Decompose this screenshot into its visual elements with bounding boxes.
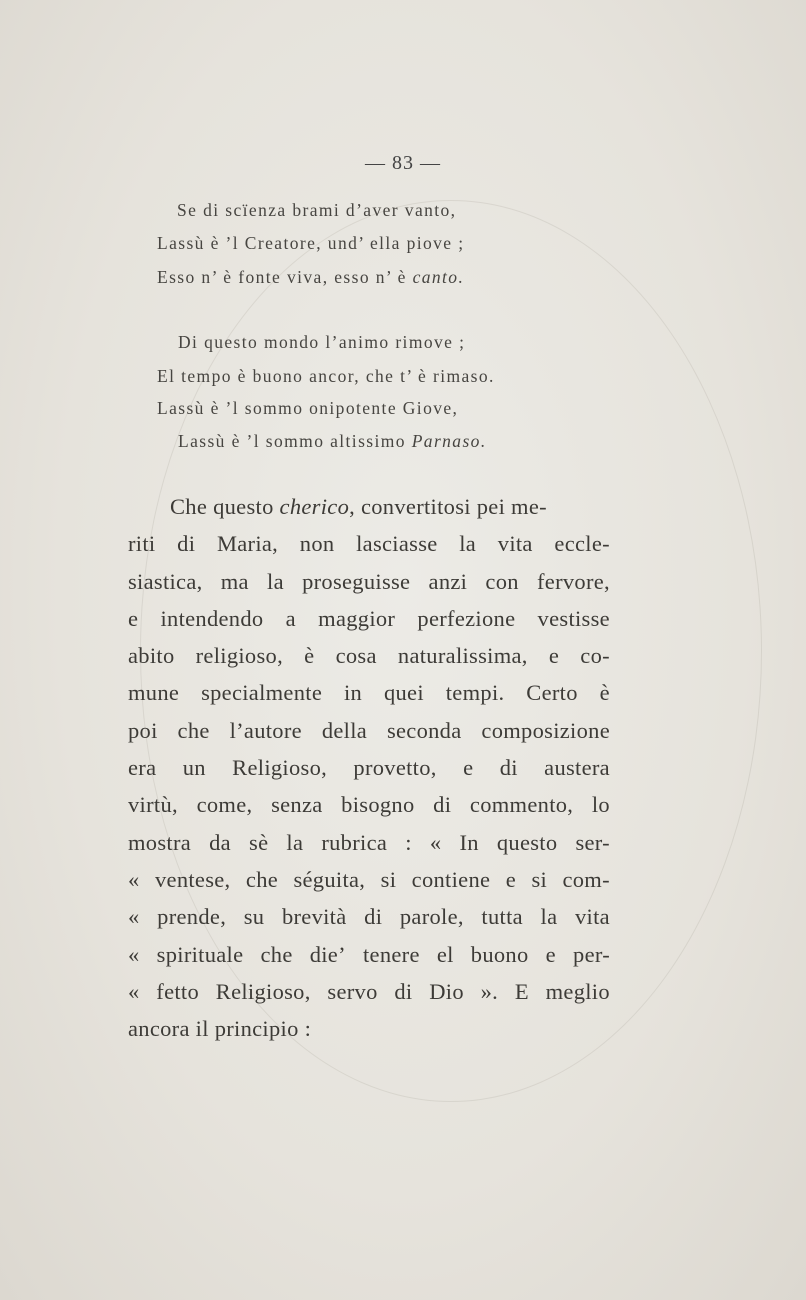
prose-word: bisogno <box>341 792 415 818</box>
prose-word: meglio <box>545 978 610 1004</box>
prose-line <box>128 674 610 711</box>
prose-word: brevità <box>281 904 347 930</box>
prose-word: E <box>514 978 529 1004</box>
prose-word: a <box>285 605 296 631</box>
prose-word: buono <box>470 941 529 967</box>
prose-word: di <box>433 792 452 818</box>
prose-word: eccle- <box>554 531 610 557</box>
prose-word: e <box>505 866 517 892</box>
prose-word: tenere <box>362 941 420 967</box>
prose-word: el <box>436 941 454 967</box>
prose-word: lo <box>591 792 610 818</box>
prose-word: spirituale <box>156 941 244 967</box>
prose-word: ventese, <box>154 866 231 892</box>
prose-line <box>128 936 610 973</box>
prose-word: cosa <box>335 643 377 669</box>
verse-line: Di questo mondo l’animo rimove ; <box>178 332 466 352</box>
verse-line: Lassù è ’l sommo altissimo Parnaso. <box>178 431 487 451</box>
prose-word: di <box>364 904 383 930</box>
prose-word: contiene <box>411 866 491 892</box>
prose-word: commento, <box>469 792 574 818</box>
prose-word: ma <box>220 568 249 594</box>
prose-word: per- <box>573 941 610 967</box>
prose-word: quei <box>383 680 424 706</box>
prose-word: era <box>128 755 157 781</box>
prose-line <box>128 973 610 1010</box>
prose-word: che <box>245 866 279 892</box>
prose-word: séguita, <box>293 866 366 892</box>
verse-line: Esso n’ è fonte viva, esso n’ è canto. <box>157 267 465 287</box>
prose-word: servo <box>327 978 378 1004</box>
prose-word: virtù, <box>128 792 178 818</box>
prose-word: Dio <box>429 978 464 1004</box>
prose-word: che <box>177 717 210 743</box>
prose-word: : <box>405 829 412 855</box>
prose-word: specialmente <box>201 680 323 706</box>
prose-word: « <box>429 829 442 855</box>
prose-word: tutta <box>481 904 523 930</box>
prose-word: della <box>321 717 368 743</box>
prose-word: poi <box>128 717 158 743</box>
prose-word: con <box>485 568 519 594</box>
prose-word: Religioso, <box>232 755 328 781</box>
prose-line <box>128 525 610 562</box>
prose-word: da <box>209 829 231 855</box>
page-number: — 83 — <box>365 152 441 174</box>
prose-word: « <box>128 978 140 1004</box>
prose-word: di <box>499 755 518 781</box>
prose-word: senza <box>271 792 323 818</box>
prose-word: la <box>286 829 304 855</box>
prose-word: mune <box>128 680 180 706</box>
prose-line: Che questo cherico, convertitosi pei me- <box>170 494 547 519</box>
prose-word: la <box>267 568 284 594</box>
prose-word: vita <box>497 531 533 557</box>
prose-line <box>128 600 610 637</box>
prose-word: seconda <box>386 717 462 743</box>
prose-line <box>128 637 610 674</box>
prose-word: non <box>299 531 335 557</box>
prose-word: composizione <box>481 717 610 743</box>
verse-line: Lassù è ’l sommo onipotente Giove, <box>157 398 459 418</box>
prose-word: abito <box>128 643 175 669</box>
prose-word: di <box>394 978 413 1004</box>
prose-word: proseguisse <box>302 568 411 594</box>
prose-word: maggior <box>318 605 396 631</box>
prose-word: riti <box>128 531 156 557</box>
prose-word: si <box>531 866 548 892</box>
verse-line: El tempo è buono ancor, che t’ è rimaso. <box>157 366 495 386</box>
prose-word: die’ <box>309 941 346 967</box>
prose-line <box>128 861 610 898</box>
prose-line <box>128 898 610 935</box>
verse-line: Se di scïenza brami d’aver vanto, <box>177 200 457 220</box>
prose-word: Maria, <box>216 531 279 557</box>
prose-word: e <box>545 941 556 967</box>
prose-word: « <box>128 866 140 892</box>
prose-word: questo <box>496 829 558 855</box>
prose-word: perfezione <box>417 605 516 631</box>
prose-word: fetto <box>156 978 200 1004</box>
prose-paragraph <box>128 488 610 1047</box>
prose-word: siastica, <box>128 568 203 594</box>
prose-word: In <box>459 829 479 855</box>
prose-line <box>128 749 610 786</box>
prose-word: tempi. <box>445 680 505 706</box>
prose-line <box>128 563 610 600</box>
prose-word: intendendo <box>160 605 264 631</box>
prose-word: la <box>459 531 477 557</box>
prose-word: un <box>182 755 206 781</box>
prose-word: ser- <box>575 829 610 855</box>
prose-word: la <box>540 904 558 930</box>
prose-word: lasciasse <box>356 531 438 557</box>
prose-word: vita <box>574 904 610 930</box>
prose-word: « <box>128 904 140 930</box>
prose-word: in <box>343 680 363 706</box>
prose-word: ». <box>480 978 499 1004</box>
prose-word: rubrica <box>321 829 388 855</box>
prose-word: Religioso, <box>215 978 311 1004</box>
prose-word: co- <box>580 643 610 669</box>
prose-word: l’autore <box>229 717 302 743</box>
prose-word: com- <box>562 866 610 892</box>
prose-line <box>128 712 610 749</box>
prose-word: è <box>304 643 315 669</box>
prose-word: è <box>599 680 610 706</box>
prose-line <box>128 824 610 861</box>
prose-word: e <box>128 605 139 631</box>
prose-word: « <box>128 941 140 967</box>
prose-word: anzi <box>428 568 468 594</box>
prose-line: ancora il principio : <box>128 1016 312 1042</box>
prose-line <box>128 786 610 823</box>
prose-word: austera <box>544 755 610 781</box>
verse-line: Lassù è ’l Creatore, und’ ella piove ; <box>157 233 465 253</box>
prose-word: religioso, <box>195 643 284 669</box>
prose-word: naturalissima, <box>397 643 528 669</box>
prose-word: e <box>463 755 474 781</box>
prose-word: provetto, <box>353 755 437 781</box>
prose-word: si <box>380 866 397 892</box>
prose-word: vestisse <box>537 605 610 631</box>
prose-word: prende, <box>157 904 227 930</box>
prose-word: di <box>177 531 196 557</box>
prose-word: parole, <box>399 904 464 930</box>
prose-word: mostra <box>128 829 192 855</box>
prose-word: che <box>260 941 293 967</box>
prose-word: come, <box>196 792 253 818</box>
prose-word: sè <box>249 829 269 855</box>
prose-word: su <box>243 904 265 930</box>
prose-word: fervore, <box>537 568 610 594</box>
prose-word: e <box>548 643 560 669</box>
prose-word: Certo <box>526 680 578 706</box>
